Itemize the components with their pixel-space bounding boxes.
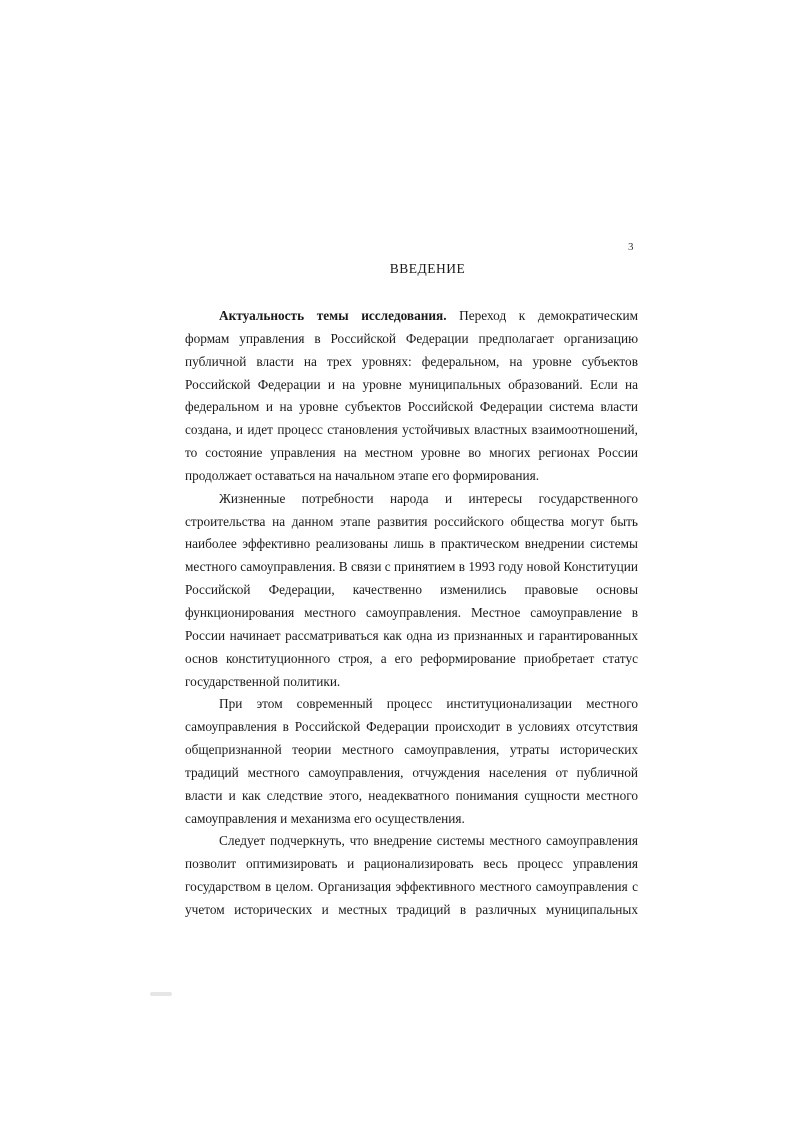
paragraph-4: Следует подчеркнуть, что внедрение системы местного самоуправления позволит оптимизировать и рационализировать весь процесс управления государством в целом. Организация эффективного местного самоуправления с учетом исторических и местных традиций в различных муниципальных [185, 833, 638, 917]
paragraph-3: При этом современный процесс институционализации местного самоуправления в Российской Федерации происходит в условиях отсутствия общепризнанной теории местного самоуправления, утраты исторических традиций местного самоуправления, отчуждения населения от публичной власти и как следствие этого, неадекватного понимания сущности местного самоуправления и механизма его осуществления. [185, 696, 638, 826]
paragraph-1-text: Переход к демократическим формам управления в Российской Федерации предполагает организацию публичной власти на трех уровнях: федеральном, на уровне субъектов Российской Федерации и на уровне муниципальных образований. Если на федеральном и на уровне субъектов Российской Федерации система власти создана, и идет процесс становления устойчивых властных взаимоотношений, то состояние управления на местном уровне во многих регионах России продолжает оставаться на начальном этапе его формирования. [185, 308, 638, 483]
paragraph-1-lead: Актуальность темы исследования. [219, 308, 447, 323]
page-title: ВВЕДЕНИЕ [389, 261, 466, 276]
paragraph-1 [185, 305, 638, 488]
page-number: 3 [628, 241, 634, 253]
scan-artifact [150, 992, 172, 996]
paragraph-2: Жизненные потребности народа и интересы государственного строительства на данном этапе развития российского общества могут быть наиболее эффективно реализованы лишь в практическом внедрении системы местного самоуправления. В связи с принятием в 1993 году новой Конституции Российской Федерации, качественно изменились правовые основы функционирования местного самоуправления. Местное самоуправление в России начинает рассматриваться как одна из признанных и гарантированных основ конституционного строя, а его реформирование приобретает статус государственной политики. [185, 490, 638, 689]
body-text [185, 305, 638, 922]
